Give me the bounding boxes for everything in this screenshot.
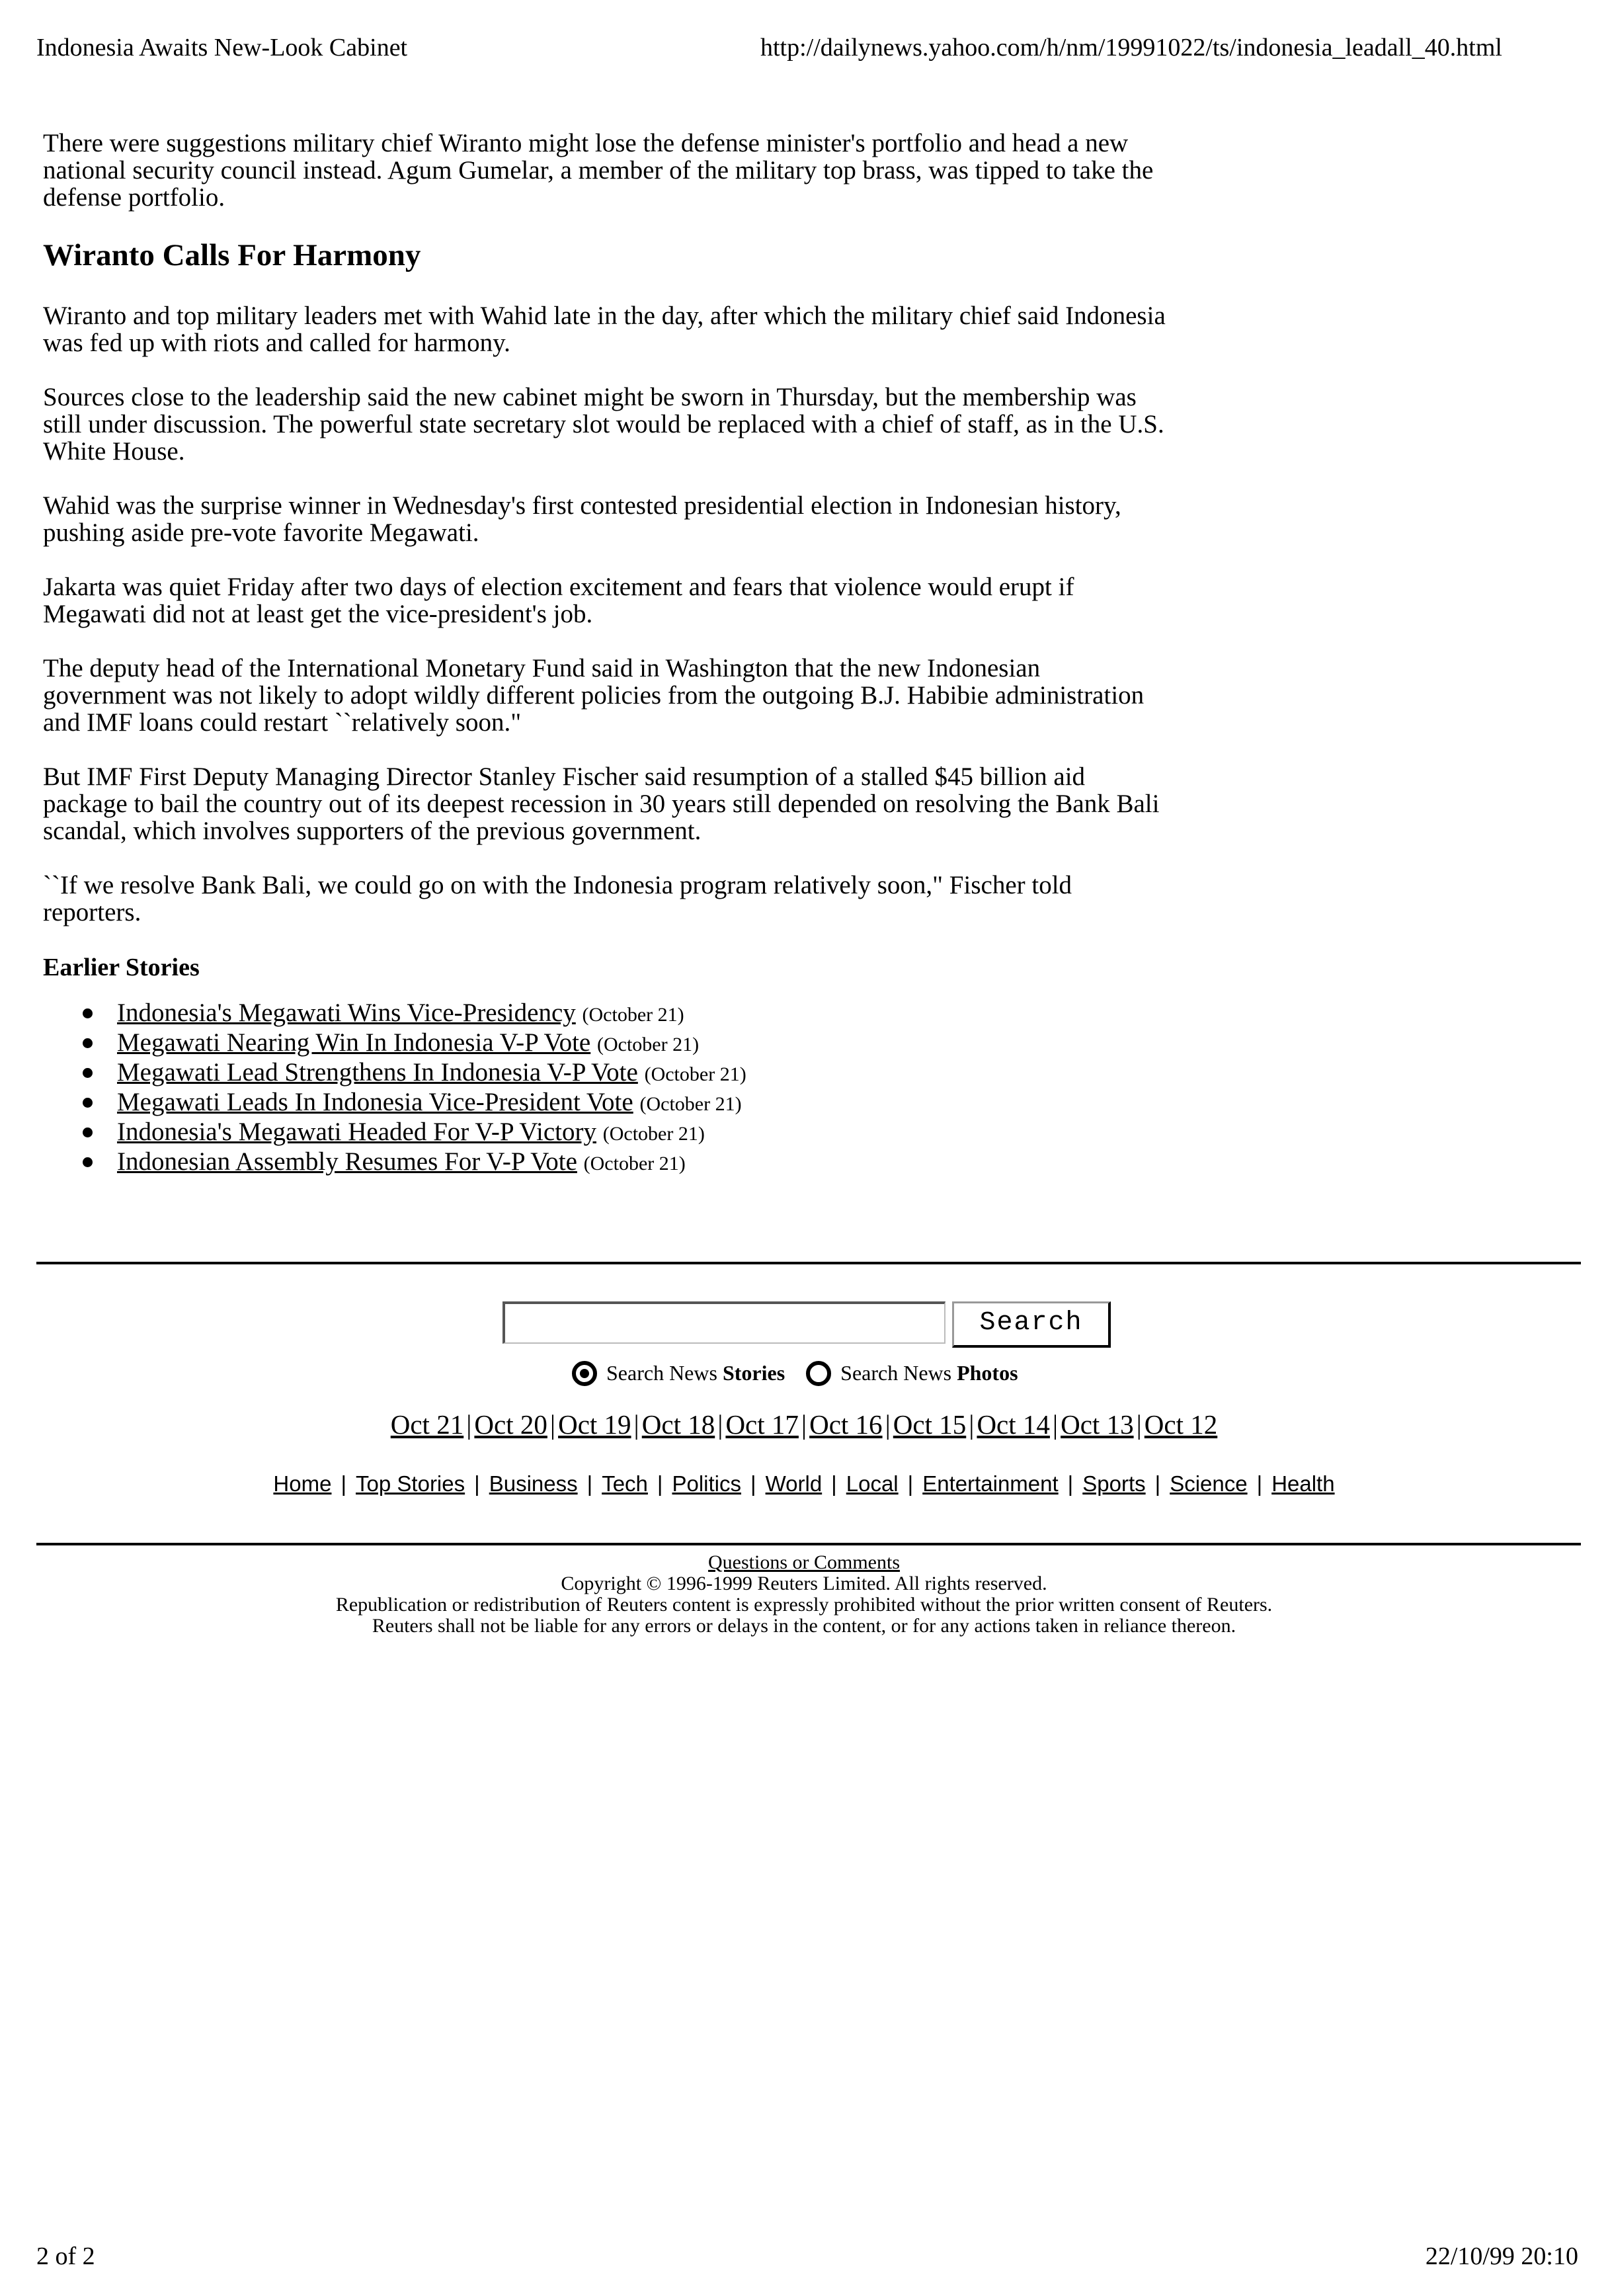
section-nav: Home | Top Stories | Business | Tech | Politics | World | Local | Entertainment | Sports | Science | Health <box>273 1471 1335 1496</box>
list-item <box>83 1148 1167 1178</box>
article-subheading: Wiranto Calls For Harmony <box>43 238 421 272</box>
article-paragraph: But IMF First Deputy Managing Director Stanley Fischer said resumption of a stalled $45 billion aid package to bail the country out of its deepest recession in 30 years still depended on resolving the Bank Bali scandal, which involves supporters of the previous government. <box>43 762 1160 845</box>
story-link[interactable]: Megawati Lead Strengthens In Indonesia V-P Vote <box>117 1058 638 1086</box>
nav-link-home[interactable]: Home <box>273 1471 332 1496</box>
print-page-number: 2 of 2 <box>36 2242 95 2270</box>
date-link[interactable]: Oct 14 <box>977 1409 1050 1440</box>
questions-link[interactable]: Questions or Comments <box>708 1551 900 1573</box>
story-link[interactable]: Indonesia's Megawati Wins Vice-Presidency <box>117 999 576 1027</box>
bullet-icon <box>83 1008 93 1018</box>
date-link[interactable]: Oct 15 <box>893 1409 967 1440</box>
story-date: (October 21) <box>644 1063 746 1085</box>
nav-link-science[interactable]: Science <box>1170 1471 1248 1496</box>
search-input[interactable] <box>502 1301 945 1344</box>
list-item <box>83 1088 1167 1118</box>
article-paragraph: ``If we resolve Bank Bali, we could go on with the Indonesia program relatively soon," Fischer told reporters. <box>43 871 1072 926</box>
bullet-icon <box>83 1098 93 1108</box>
nav-link-sports[interactable]: Sports <box>1082 1471 1146 1496</box>
liability-text: Reuters shall not be liable for any errors or delays in the content, or for any actions taken in reliance thereon. <box>372 1615 1236 1637</box>
story-date: (October 21) <box>639 1093 742 1115</box>
search-button[interactable]: Search <box>952 1301 1111 1348</box>
bullet-icon <box>83 1068 93 1078</box>
divider-top <box>36 1262 1581 1264</box>
article-paragraph: Wahid was the surprise winner in Wednesday's first contested presidential election in Indonesian history, pushing aside pre-vote favorite Megawati. <box>43 491 1121 547</box>
story-link[interactable]: Megawati Leads In Indonesia Vice-President Vote <box>117 1088 633 1116</box>
copyright-text: Copyright © 1996-1999 Reuters Limited. All rights reserved. <box>561 1573 1047 1594</box>
search-options <box>572 1359 1034 1386</box>
print-datetime: 22/10/99 20:10 <box>1425 2242 1578 2270</box>
nav-link-politics[interactable]: Politics <box>672 1471 742 1496</box>
print-header-url: http://dailynews.yahoo.com/h/nm/19991022/ts/indonesia_leadall_40.html <box>760 34 1502 62</box>
list-item <box>83 999 1167 1029</box>
divider-bottom <box>36 1543 1581 1545</box>
list-item <box>83 1029 1167 1059</box>
date-link[interactable]: Oct 20 <box>474 1409 547 1440</box>
page-footer <box>0 1552 1608 1637</box>
date-link[interactable]: Oct 19 <box>558 1409 631 1440</box>
story-date: (October 21) <box>583 1153 686 1174</box>
article-paragraph: The deputy head of the International Monetary Fund said in Washington that the new Indonesian government was not likely to adopt wildly different policies from the outgoing B.J. Habibie administration and IMF loans could restart ``relatively soon." <box>43 654 1145 737</box>
nav-link-top-stories[interactable]: Top Stories <box>356 1471 465 1496</box>
date-link[interactable]: Oct 17 <box>725 1409 799 1440</box>
date-link[interactable]: Oct 16 <box>809 1409 883 1440</box>
nav-link-health[interactable]: Health <box>1271 1471 1335 1496</box>
story-link[interactable]: Indonesian Assembly Resumes For V-P Vote <box>117 1147 577 1176</box>
nav-link-tech[interactable]: Tech <box>602 1471 648 1496</box>
print-header-title: Indonesia Awaits New-Look Cabinet <box>36 34 408 62</box>
nav-link-entertainment[interactable]: Entertainment <box>922 1471 1059 1496</box>
article-paragraph: Sources close to the leadership said the new cabinet might be sworn in Thursday, but the membership was still under discussion. The powerful state secretary slot would be replaced with a chief of staff, as in the U.S. White House. <box>43 383 1164 466</box>
nav-link-local[interactable]: Local <box>846 1471 899 1496</box>
story-date: (October 21) <box>602 1123 705 1145</box>
list-item <box>83 1059 1167 1088</box>
article-paragraph: Wiranto and top military leaders met with Wahid late in the day, after which the military chief said Indonesia was fed up with riots and called for harmony. <box>43 302 1166 357</box>
search-stories-label: Search News Stories <box>606 1361 785 1385</box>
date-link[interactable]: Oct 18 <box>641 1409 715 1440</box>
republication-text: Republication or redistribution of Reuters content is expressly prohibited without the prior written consent of Reuters. <box>335 1594 1273 1616</box>
story-link[interactable]: Indonesia's Megawati Headed For V-P Victory <box>117 1118 596 1146</box>
bullet-icon <box>83 1128 93 1137</box>
nav-link-world[interactable]: World <box>765 1471 823 1496</box>
date-archive-links: Oct 21|Oct 20|Oct 19|Oct 18|Oct 17|Oct 16|Oct 15|Oct 14|Oct 13|Oct 12 <box>390 1409 1218 1440</box>
search-photos-radio[interactable] <box>806 1361 831 1386</box>
story-link[interactable]: Megawati Nearing Win In Indonesia V-P Vote <box>117 1028 591 1057</box>
story-date: (October 21) <box>582 1004 684 1026</box>
date-link[interactable]: Oct 12 <box>1144 1409 1218 1440</box>
date-link[interactable]: Oct 21 <box>390 1409 464 1440</box>
article-body <box>43 130 1167 1178</box>
earlier-stories-heading: Earlier Stories <box>43 954 200 981</box>
search-stories-radio[interactable] <box>572 1361 597 1386</box>
list-item <box>83 1118 1167 1148</box>
date-link[interactable]: Oct 13 <box>1061 1409 1134 1440</box>
article-paragraph: Jakarta was quiet Friday after two days of election excitement and fears that violence would erupt if Megawati did not at least get the vice-president's job. <box>43 573 1074 628</box>
search-photos-label: Search News Photos <box>840 1361 1018 1385</box>
nav-link-business[interactable]: Business <box>489 1471 578 1496</box>
article-paragraph: There were suggestions military chief Wiranto might lose the defense minister's portfolio and head a new national security council instead. Agum Gumelar, a member of the military top brass, was tipped to take the defense portfolio. <box>43 129 1154 212</box>
bullet-icon <box>83 1038 93 1048</box>
story-date: (October 21) <box>596 1034 700 1055</box>
bullet-icon <box>83 1157 93 1167</box>
earlier-stories-list <box>43 999 1167 1178</box>
